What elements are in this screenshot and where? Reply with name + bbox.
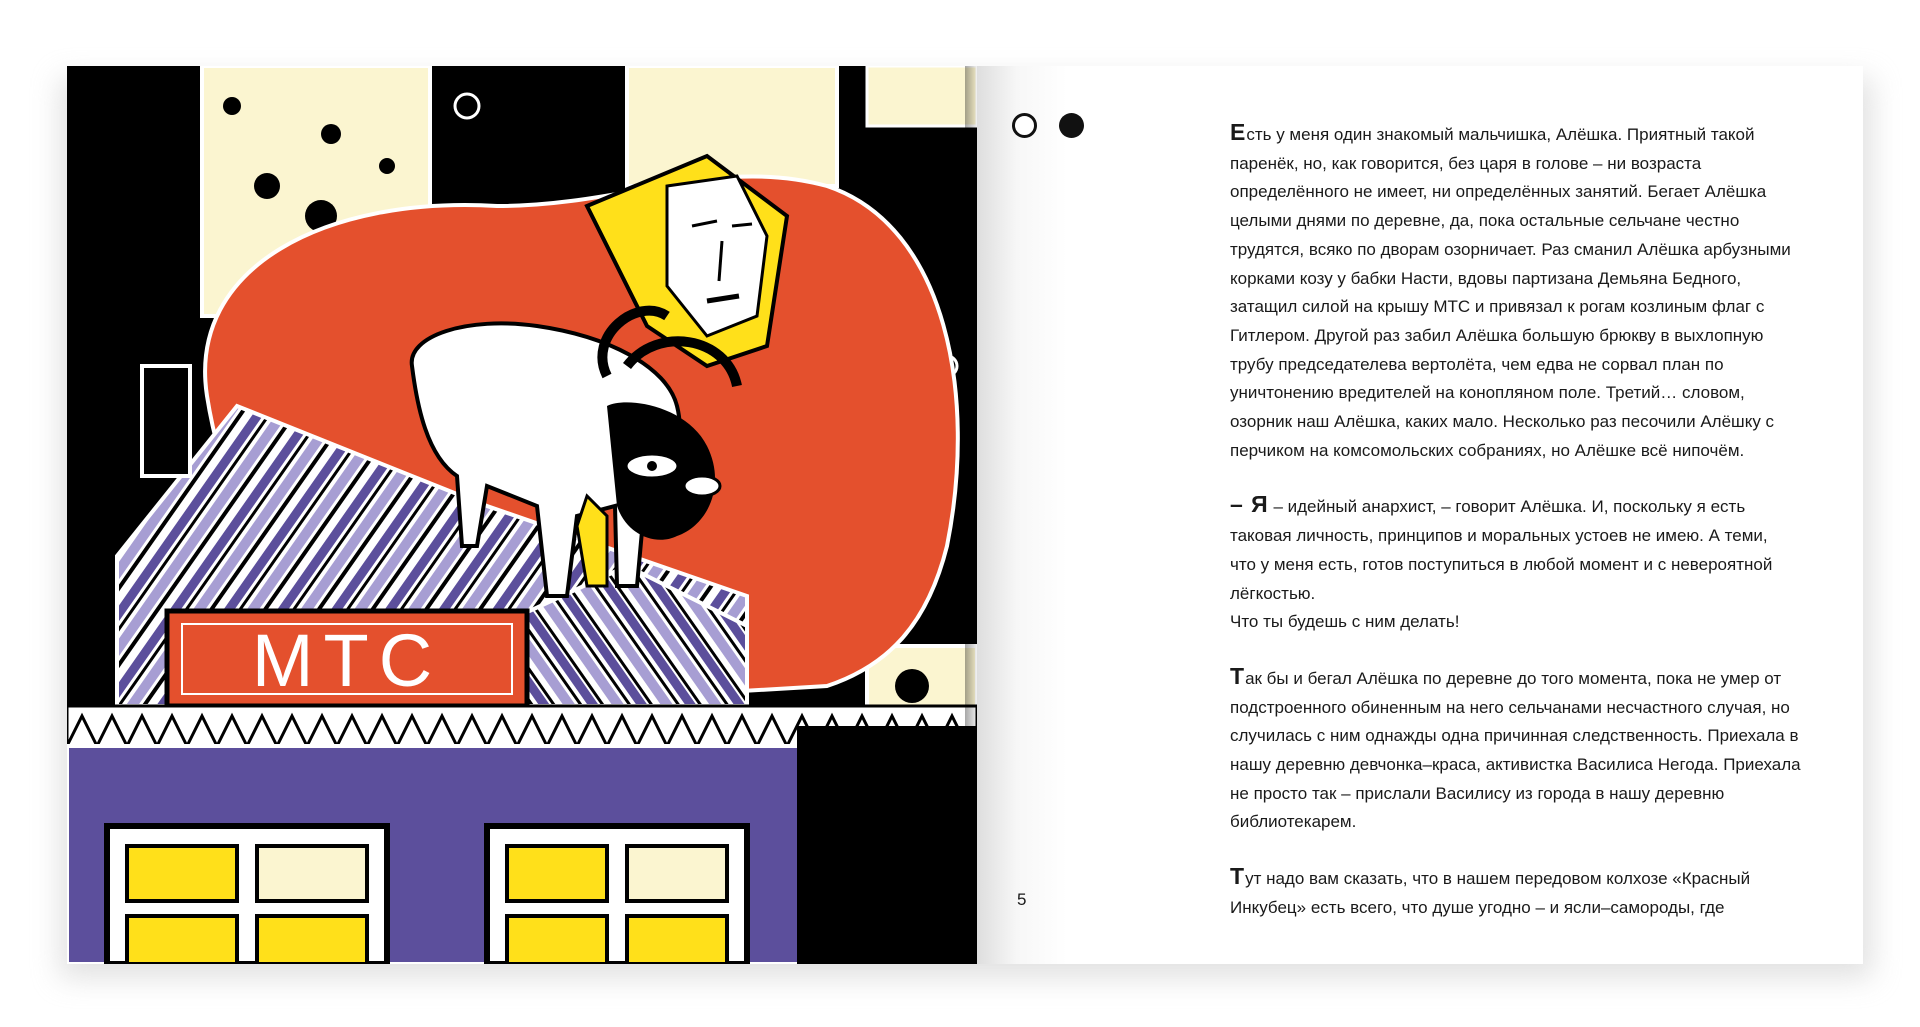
window-left: [107, 826, 387, 964]
mts-sign: [167, 611, 527, 706]
illustration-page: [67, 66, 977, 964]
chimney: [142, 366, 190, 476]
dropcap: Е: [1230, 119, 1247, 145]
mts-sign-text: МТС: [251, 619, 443, 702]
paragraph-2: – Я – идейный анархист, – говорит Алёшка. И, поскольку я есть таковая личность, принципов и моральных устоев не имею. А теми, что у меня есть, готов поступиться в любой момент и с невероятной лёгкостью. Что ты будешь с ним делать!: [1230, 491, 1773, 632]
page-number: 5: [1017, 890, 1027, 909]
paragraph-4: Тут надо вам сказать, что в нашем передовом колхозе «Красный Инкубец» есть всего, что душе угодно – и ясли–самороды, где: [1230, 863, 1751, 917]
window-right: [487, 826, 747, 964]
dropcap: Т: [1230, 662, 1246, 689]
cream-wall-top: [627, 66, 837, 186]
paragraph-3: Так бы и бегал Алёшка по деревне до того момента, пока не умер от подстроенного обиненным на него сельчанами несчастного случая, но случилась с ним однажды одна причинная следственность. Приехала в нашу деревню девчонка–краса, активистка Василиса Негода. Приехала не просто так – прислали Василису из города в нашу деревню библиотекарем.: [1230, 662, 1801, 832]
hollow-circle-icon: [1012, 113, 1037, 138]
filled-circle-icon: [1059, 113, 1084, 138]
paragraph-1: Есть у меня один знакомый мальчишка, Алёшка. Приятный такой паренёк, но, как говорится, без царя в голове – ни возраста определённого не имеет, ни определённых занятий. Бегает Алёшка целыми днями по деревне, да, пока остальные сельчане честно трудятся, всяко по дворам озорничает. Раз сманил Алёшка арбузными корками козу у бабки Насти, вдовы партизана Демьяна Бедного, затащил силой на крышу МТС и привязал к рогам козлиным флаг с Гитлером. Другой раз забил Алёшка большую брюкву в выхлопную трубу председателева вертолёта, чем едва не сорвал план по уничтонению вредителей на конопляном поле. Третий… словом, озорник наш Алёшка, каких мало. Несколько раз песочили Алёшку с перчиком на комсомольских собраниях, но Алёшке всё нипочём.: [1230, 119, 1791, 460]
dropcap: Т: [1230, 863, 1246, 890]
dropcap: – Я: [1230, 491, 1269, 518]
body-text: [1230, 118, 1830, 948]
house-corner: [797, 726, 977, 964]
text-page: [977, 66, 1863, 964]
illustration: [67, 66, 977, 964]
